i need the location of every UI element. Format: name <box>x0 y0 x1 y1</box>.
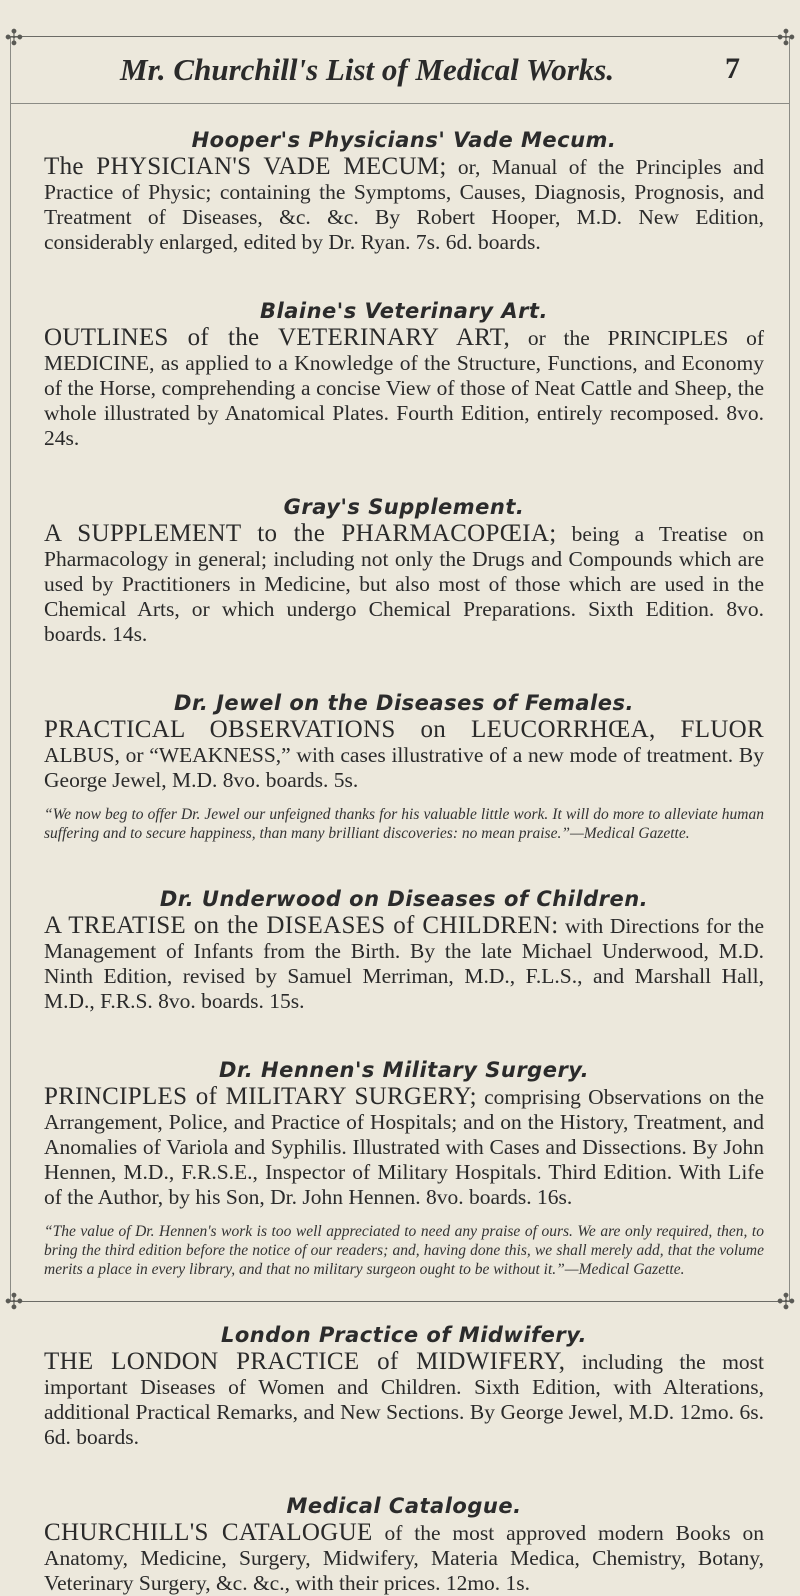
entry-text: with Directions for the Management of Infants from the Birth. By the late Michael Underwood, M.D. Ninth Edition, revised by Samuel Merriman, M.D., F.L.S., and Marshall Hall, M.D., F.R.S. 8vo. boards. 15s. <box>44 914 764 1013</box>
entry-text: including the most important Diseases of Women and Children. Sixth Edition, with Alterations, additional Practical Remarks, and New Sections. By George Jewel, M.D. 12mo. 6s. 6d. boards. <box>44 1350 765 1449</box>
entry-lead: A TREATISE on the DISEASES of CHILDREN: <box>44 912 559 939</box>
entry-body <box>44 1520 764 1596</box>
entry-heading: London Practice of Midwifery. <box>220 1323 587 1347</box>
entry-lead: THE LONDON PRACTICE of MIDWIFERY, <box>44 1348 566 1375</box>
entry-hooper <box>44 128 764 255</box>
entry-heading: Dr. Hennen's Military Surgery. <box>218 1058 590 1082</box>
entry-lead: A SUPPLEMENT to the PHARMACOPŒIA; <box>44 520 557 547</box>
page-title: Mr. Churchill's List of Medical Works. <box>120 52 615 87</box>
entry-body <box>44 717 764 793</box>
entry-hennen <box>44 1058 764 1279</box>
entry-heading: Gray's Supplement. <box>283 495 525 519</box>
corner-ornament-icon: ✣ <box>776 1289 796 1314</box>
entry-body <box>44 1349 764 1450</box>
left-border <box>10 36 11 1301</box>
entry-lead: PRACTICAL OBSERVATIONS on LEUCORRHŒA, FLUOR <box>44 716 764 743</box>
review-quote: “The value of Dr. Hennen's work is too well appreciated to need any praise of ours. We are only required, then, to bring the third edition before the notice of our readers; and, having done this, we shall merely add, that the volume merits a place in every library, and that no military surgeon ought to be without it.”—Medical Gazette. <box>44 1223 764 1278</box>
entry-lead: The PHYSICIAN'S VADE MECUM; <box>44 153 447 180</box>
entry-heading: Dr. Jewel on the Diseases of Females. <box>174 691 634 715</box>
top-rule <box>10 36 790 37</box>
entry-heading: Hooper's Physicians' Vade Mecum. <box>191 128 617 152</box>
entry-body <box>44 913 764 1014</box>
entry-jewel <box>44 691 764 843</box>
entry-heading: Blaine's Veterinary Art. <box>260 299 548 323</box>
entry-body <box>44 325 764 451</box>
entry-text: ALBUS, or “WEAKNESS,” with cases illustrative of a new mode of treatment. By George Jewel, M.D. 8vo. boards. 5s. <box>44 743 764 792</box>
entry-heading: Medical Catalogue. <box>286 1494 522 1518</box>
entry-text: being a Treatise on Pharmacology in general; including not only the Drugs and Compounds which are used by Practitioners in Medicine, but also most of those which are used in the Chemical Arts, or which undergo Chemical Preparations. Sixth Edition. 8vo. boards. 14s. <box>44 522 764 646</box>
entry-lead: CHURCHILL'S CATALOGUE <box>44 1519 373 1546</box>
entry-body <box>44 521 764 647</box>
entry-lead: OUTLINES of the VETERINARY ART, <box>44 324 511 351</box>
right-border <box>789 36 790 1301</box>
entry-heading: Dr. Underwood on Diseases of Children. <box>159 887 649 911</box>
entry-midwifery <box>44 1323 764 1450</box>
entry-text: or the PRINCIPLES of MEDICINE, as applied to a Knowledge of the Structure, Functions, and Economy of the Horse, comprehending a concise View of those of Neat Cattle and Sheep, the whole illustrated by Anatomical Plates. Fourth Edition, entirely recomposed. 8vo. 24s. <box>44 326 764 450</box>
corner-ornament-icon: ✣ <box>4 1289 24 1314</box>
entry-text: of the most approved modern Books on Anatomy, Medicine, Surgery, Midwifery, Materia Medica, Chemistry, Botany, Veterinary Surgery, &c. &c., with their prices. 12mo. 1s. <box>44 1521 764 1595</box>
entry-underwood <box>44 887 764 1014</box>
entry-body <box>44 1084 764 1210</box>
review-quote: “We now beg to offer Dr. Jewel our unfeigned thanks for his valuable little work. It will do more to alleviate human suffering and to secure happiness, than many brilliant discoveries: no mean praise.”—Medical Gazette. <box>44 806 764 842</box>
entry-lead: PRINCIPLES of MILITARY SURGERY; <box>44 1083 477 1110</box>
catalogue-list <box>44 128 764 1596</box>
entry-gray <box>44 495 764 647</box>
page-number: 7 <box>725 52 740 85</box>
corner-ornament-icon: ✣ <box>776 25 796 50</box>
entry-text: comprising Observations on the Arrangement, Police, and Practice of Hospitals; and on the History, Treatment, and Anomalies of Variola and Syphilis. Illustrated with Cases and Dissections. By John Hennen, M.D., F.R.S.E., Inspector of Military Hospitals. Third Edition. With Life of the Author, by his Son, Dr. John Hennen. 8vo. boards. 16s. <box>44 1085 764 1209</box>
entry-catalogue <box>44 1494 764 1596</box>
corner-ornament-icon: ✣ <box>4 25 24 50</box>
entry-text: or, Manual of the Principles and Practice of Physic; containing the Symptoms, Causes, Diagnosis, Prognosis, and Treatment of Diseases, &c. &c. By Robert Hooper, M.D. New Edition, considerably enlarged, edited by Dr. Ryan. 7s. 6d. boards. <box>44 155 765 254</box>
entry-body <box>44 154 764 255</box>
header-rule <box>10 103 790 104</box>
entry-blaine <box>44 299 764 451</box>
page-header <box>100 48 740 88</box>
